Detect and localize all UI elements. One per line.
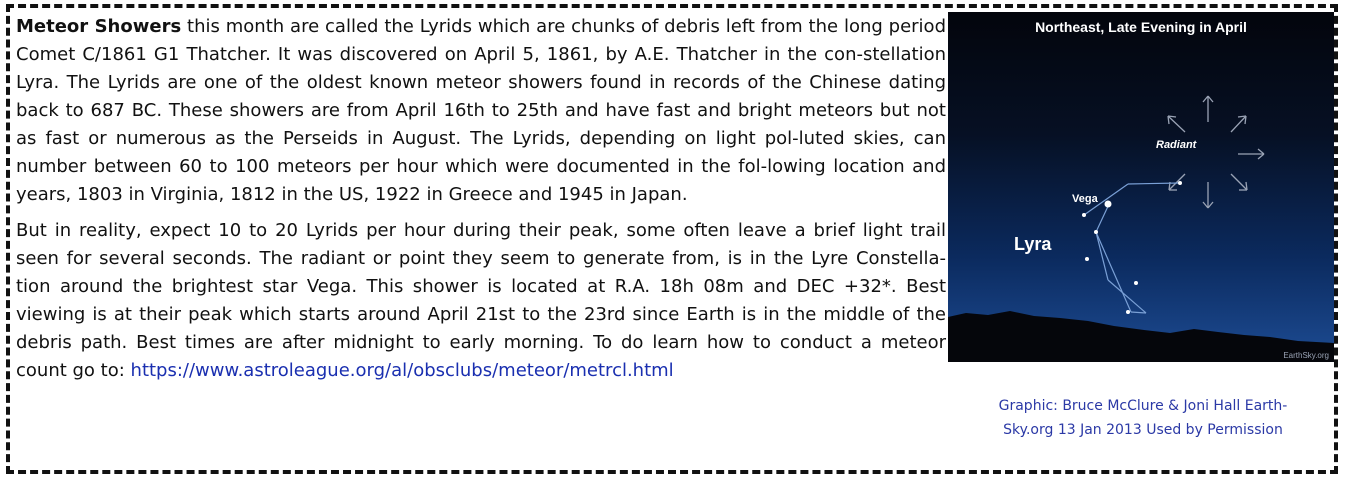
paragraph-2 (16, 217, 946, 385)
star (1126, 310, 1130, 314)
paragraph-2-body: But in reality, expect 10 to 20 Lyrids per hour during their peak, some often leave a brief light trail seen for several seconds. The radiant or point they seem to generate from, is in the Lyre Constella-tion around the brightest star Vega. This shower is located at R.A. 18h 08m and DEC +32*. Best viewing is at their peak which starts around April 21st to the 23rd since Earth is in the middle of the debris path. Best times are after midnight to early morning. To do learn how to conduct a meteor count go to: (16, 220, 946, 381)
arrow-upper-left (1168, 116, 1185, 132)
paragraph-1-body: this month are called the Lyrids which are chunks of debris left from the long period Comet C/1861 G1 Thatcher. It was discovered on April 5, 1861, by A.E. Thatcher in the con-stellation Lyra. The Lyrids are one of the oldest known meteor showers found in records of the Chinese dating back to 687 BC. These showers are from April 16th to 25th and have fast and bright meteors but not as fast or numerous as the Perseids in August. The Lyrids, depending on light pol-luted skies, can number between 60 to 100 meteors per hour which were documented in the fol-lowing location and years, 1803 in Virginia, 1812 in the US, 1922 in Greece and 1945 in Japan. (16, 16, 946, 205)
arrow-lower-right (1231, 174, 1247, 190)
article-lead: Meteor Showers (16, 16, 182, 37)
caption-line-2: Sky.org 13 Jan 2013 Used by Permission (1003, 422, 1283, 438)
vega-label: Vega (1072, 193, 1098, 205)
arrow-upper-right (1231, 116, 1246, 132)
arrow-lower-left (1169, 174, 1185, 190)
vega-star (1105, 201, 1112, 208)
star (1094, 230, 1098, 234)
sky-chart-svg (948, 12, 1334, 362)
radiant-label: Radiant (1156, 139, 1197, 151)
horizon-silhouette (948, 311, 1334, 362)
chart-title: Northeast, Late Evening in April (1035, 19, 1247, 35)
paragraph-1 (16, 13, 946, 209)
star (1134, 281, 1138, 285)
figure-caption (948, 394, 1338, 442)
lyra-label: Lyra (1014, 234, 1052, 254)
article-text (16, 13, 946, 385)
star (1178, 181, 1182, 185)
star (1082, 213, 1086, 217)
sky-chart-image (948, 12, 1334, 362)
image-credit: EarthSky.org (1283, 351, 1329, 360)
radiant-arrows (1168, 96, 1264, 208)
caption-line-1: Graphic: Bruce McClure & Joni Hall Earth- (998, 398, 1288, 414)
meteor-count-link[interactable]: https://www.astroleague.org/al/obsclubs/meteor/metrcl.html (130, 360, 674, 381)
lyra-lines (1084, 183, 1180, 313)
star (1085, 257, 1089, 261)
